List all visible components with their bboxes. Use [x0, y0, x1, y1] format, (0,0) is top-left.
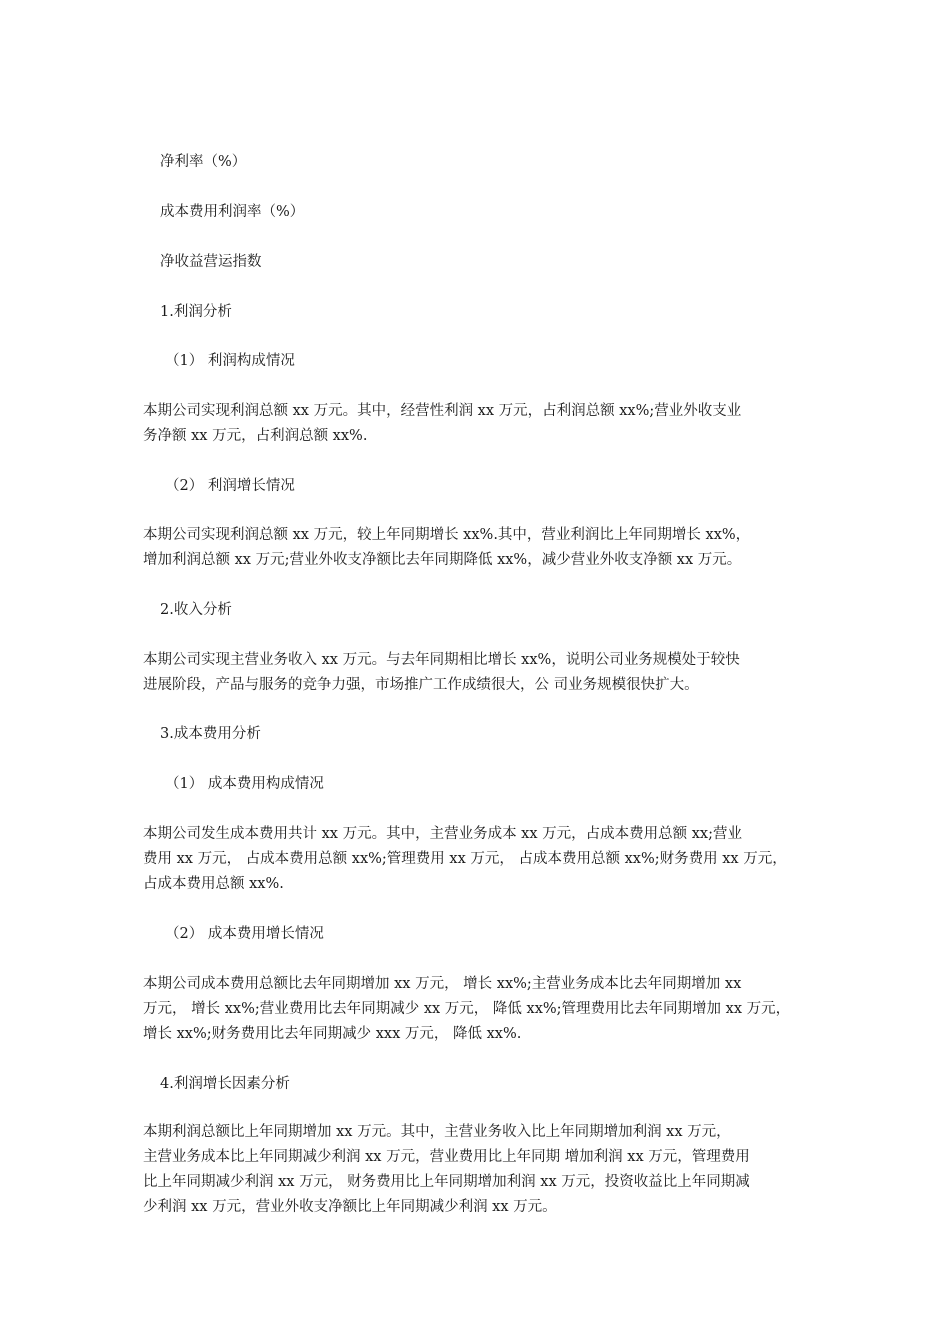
text-line: 净收益营运指数: [160, 254, 262, 270]
text-line: 少利润 xx 万元，营业外收支净额比上年同期减少利润 xx 万元。: [143, 1199, 557, 1215]
text-line: 务净额 xx 万元，占利润总额 xx%.: [143, 428, 368, 444]
text-line: 主营业务成本比上年同期减少利润 xx 万元，营业费用比上年同期 增加利润 xx 万元，管理费用: [143, 1149, 750, 1165]
text-line: 4.利润增长因素分析: [160, 1076, 290, 1092]
text-line: 2.收入分析: [160, 602, 232, 618]
text-line: （1） 成本费用构成情况: [165, 776, 324, 792]
subsection-title-profit-growth: [143, 474, 845, 499]
text-line: 本期公司实现利润总额 xx 万元，较上年同期增长 xx%.其中，营业利润比上年同期增长 xx%，: [143, 527, 751, 543]
text-line: 进展阶段，产品与服务的竞争力强，市场推广工作成绩很大，公 司业务规模很快扩大。: [143, 677, 699, 693]
paragraph-cost-composition: [143, 822, 823, 897]
paragraph-revenue-analysis: [143, 648, 823, 698]
text-line: 增加利润总额 xx 万元;营业外收支净额比去年同期降低 xx%，减少营业外收支净额 xx 万元。: [143, 552, 742, 568]
text-line: 本期公司实现主营业务收入 xx 万元。与去年同期相比增长 xx%，说明公司业务规模处于较快: [143, 652, 740, 668]
section-title-cost-analysis: [143, 722, 840, 747]
section-title-revenue-analysis: [143, 598, 840, 623]
text-line: 本期利润总额比上年同期增加 xx 万元。其中，主营业务收入比上年同期增加利润 xx 万元，: [143, 1124, 731, 1140]
text-line: 比上年同期减少利润 xx 万元， 财务费用比上年同期增加利润 xx 万元，投资收益比上年同期减: [143, 1174, 750, 1190]
text-line: 本期公司成本费用总额比去年同期增加 xx 万元， 增长 xx%;主营业务成本比去年同期增加 xx: [143, 976, 742, 992]
subsection-title-profit-composition: [143, 349, 845, 374]
text-line: 1.利润分析: [160, 304, 232, 320]
paragraph-profit-growth: [143, 523, 823, 573]
text-line: （1） 利润构成情况: [165, 353, 295, 369]
text-line: 费用 xx 万元， 占成本费用总额 xx%;管理费用 xx 万元， 占成本费用总额 xx%;财务费用 xx 万元，: [143, 851, 787, 867]
text-line: 3.成本费用分析: [160, 726, 261, 742]
heading-cost-profit-rate: [143, 200, 840, 225]
text-line: 增长 xx%;财务费用比去年同期减少 xxx 万元， 降低 xx%.: [143, 1026, 522, 1042]
text-line: 本期公司发生成本费用共计 xx 万元。其中，主营业务成本 xx 万元，占成本费用总额 xx;营业: [143, 826, 742, 842]
heading-net-profit-rate: [143, 150, 840, 175]
subsection-title-cost-composition: [143, 772, 845, 797]
section-title-profit-analysis: [143, 300, 840, 325]
paragraph-profit-composition: [143, 399, 823, 449]
text-line: 净利率（%）: [160, 154, 247, 170]
subsection-title-cost-growth: [143, 922, 845, 947]
text-line: 万元， 增长 xx%;营业费用比去年同期减少 xx 万元， 降低 xx%;管理费用比去年同期增加 xx 万元，: [143, 1001, 791, 1017]
text-line: 占成本费用总额 xx%.: [143, 876, 284, 892]
paragraph-cost-growth: [143, 972, 823, 1047]
text-line: （2） 利润增长情况: [165, 478, 295, 494]
text-line: 成本费用利润率（%）: [160, 204, 305, 220]
text-line: 本期公司实现利润总额 xx 万元。其中，经营性利润 xx 万元，占利润总额 xx%;营业外收支业: [143, 403, 742, 419]
heading-net-income-index: [143, 250, 840, 275]
paragraph-profit-growth-factors: [143, 1120, 823, 1220]
text-line: （2） 成本费用增长情况: [165, 926, 324, 942]
section-title-profit-growth-factors: [143, 1072, 840, 1097]
